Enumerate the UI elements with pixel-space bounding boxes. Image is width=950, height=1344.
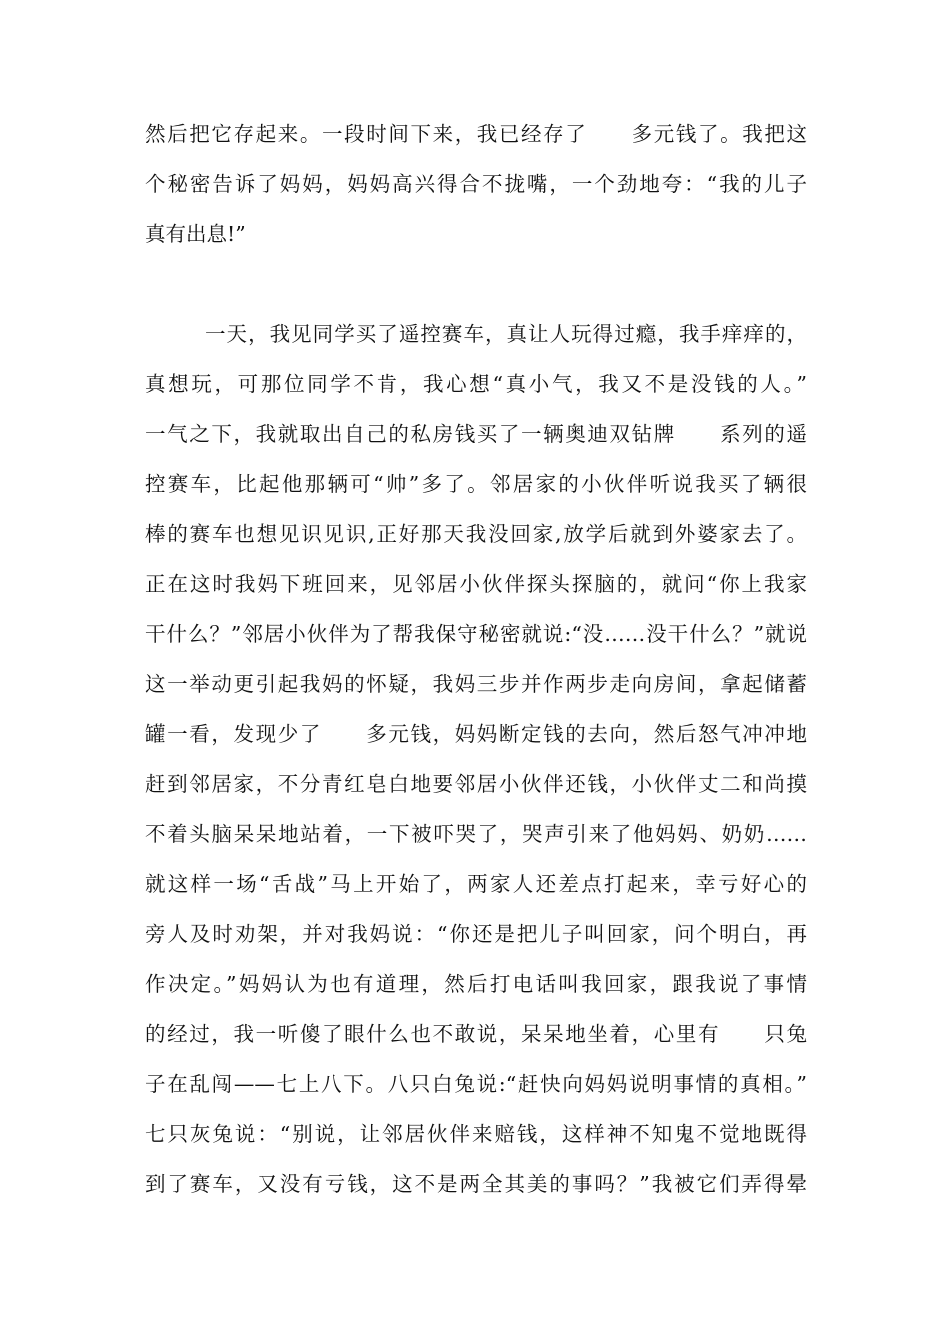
text-line: 七只灰兔说：“别说，让邻居伙伴来赔钱，这样神不知鬼不觉地既得 bbox=[145, 1122, 807, 1146]
text-line: 旁人及时劝架，并对我妈说：“你还是把儿子叫回家，问个明白，再 bbox=[145, 922, 807, 946]
text-line: 到了赛车，又没有亏钱，这不是两全其美的事吗？”我被它们弄得晕 bbox=[145, 1172, 807, 1196]
text-line: 正在这时我妈下班回来，见邻居小伙伴探头探脑的，就问“你上我家 bbox=[145, 572, 807, 596]
text-line: 一气之下，我就取出自己的私房钱买了一辆奥迪双钻牌 系列的遥 bbox=[145, 422, 807, 446]
text-line: 赶到邻居家，不分青红皂白地要邻居小伙伴还钱，小伙伴丈二和尚摸 bbox=[145, 772, 807, 796]
text-line: 棒的赛车也想见识见识,正好那天我没回家,放学后就到外婆家去了。 bbox=[145, 522, 807, 546]
text-line: 这一举动更引起我妈的怀疑，我妈三步并作两步走向房间，拿起储蓄 bbox=[145, 672, 807, 696]
text-line: 的经过，我一听傻了眼什么也不敢说，呆呆地坐着，心里有 只兔 bbox=[145, 1022, 807, 1046]
text-line: 子在乱闯——七上八下。八只白兔说:“赶快向妈妈说明事情的真相。” bbox=[145, 1072, 807, 1096]
text-line: 个秘密告诉了妈妈，妈妈高兴得合不拢嘴，一个劲地夸：“我的儿子 bbox=[145, 172, 807, 196]
text-line: 就这样一场“舌战”马上开始了，两家人还差点打起来，幸亏好心的 bbox=[145, 872, 807, 896]
text-line: 不着头脑呆呆地站着，一下被吓哭了，哭声引来了他妈妈、奶奶…… bbox=[145, 822, 807, 846]
text-line: 一天，我见同学买了遥控赛车，真让人玩得过瘾，我手痒痒的， bbox=[205, 322, 807, 346]
text-line: 真有出息!” bbox=[145, 222, 246, 246]
text-line: 真想玩，可那位同学不肯，我心想“真小气，我又不是没钱的人。” bbox=[145, 372, 807, 396]
text-line: 罐一看，发现少了 多元钱，妈妈断定钱的去向，然后怒气冲冲地 bbox=[145, 722, 807, 746]
text-line: 作决定。”妈妈认为也有道理，然后打电话叫我回家，跟我说了事情 bbox=[145, 972, 807, 996]
text-line: 干什么？”邻居小伙伴为了帮我保守秘密就说:“没……没干什么？”就说 bbox=[145, 622, 807, 646]
text-line: 控赛车，比起他那辆可“帅”多了。邻居家的小伙伴听说我买了辆很 bbox=[145, 472, 807, 496]
text-line: 然后把它存起来。一段时间下来，我已经存了 多元钱了。我把这 bbox=[145, 122, 807, 146]
